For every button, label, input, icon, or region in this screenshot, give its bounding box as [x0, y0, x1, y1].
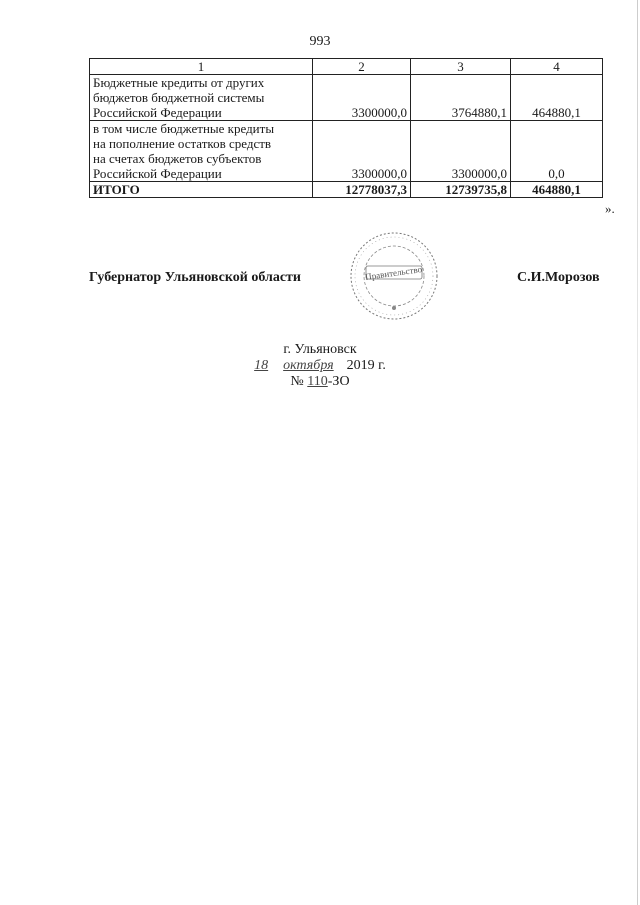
row-name-line: в том числе бюджетные кредиты	[93, 121, 275, 136]
page-number: 993	[309, 34, 331, 49]
city: г. Ульяновск	[283, 342, 357, 357]
number-suffix: -ЗО	[327, 374, 350, 389]
date-year: 2019 г.	[346, 358, 386, 373]
column-header-3: 3	[411, 59, 511, 75]
stamp-text: Правительство	[364, 264, 423, 282]
row-name-line: Бюджетные кредиты от других	[93, 75, 265, 90]
total-value-col2: 12778037,3	[313, 182, 411, 198]
row-name	[90, 75, 313, 121]
date-month: октября	[283, 358, 334, 373]
signatory-name: С.И.Морозов	[517, 270, 600, 285]
column-header-2: 2	[313, 59, 411, 75]
row-value-col3: 3764880,1	[411, 75, 511, 121]
row-name-line: на счетах бюджетов субъектов	[93, 151, 262, 166]
table-row	[90, 121, 603, 182]
table-row	[90, 75, 603, 121]
budget-table	[89, 58, 603, 198]
row-value-col4: 0,0	[511, 121, 603, 182]
closing-quote: ».	[605, 201, 615, 216]
document-number	[0, 374, 640, 390]
row-name	[90, 121, 313, 182]
row-name-line: Российской Федерации	[93, 166, 222, 181]
row-name-line: бюджетов бюджетной системы	[93, 90, 265, 105]
row-value-col2: 3300000,0	[313, 75, 411, 121]
row-name-line: на пополнение остатков средств	[93, 136, 272, 151]
table-total-row	[90, 182, 603, 198]
row-name-line: Российской Федерации	[93, 105, 222, 120]
total-value-col4: 464880,1	[511, 182, 603, 198]
document-date	[0, 358, 640, 374]
number-prefix: №	[290, 374, 304, 389]
column-header-4: 4	[511, 59, 603, 75]
row-value-col3: 3300000,0	[411, 121, 511, 182]
date-day: 18	[254, 358, 269, 373]
total-label: ИТОГО	[90, 182, 313, 198]
official-stamp	[348, 230, 440, 322]
table-header-row	[90, 59, 603, 75]
row-value-col4: 464880,1	[511, 75, 603, 121]
total-value-col3: 12739735,8	[411, 182, 511, 198]
signatory-position: Губернатор Ульяновской области	[89, 270, 301, 285]
number-value: 110	[307, 374, 328, 389]
column-header-1: 1	[90, 59, 313, 75]
scan-edge	[637, 0, 638, 905]
row-value-col2: 3300000,0	[313, 121, 411, 182]
